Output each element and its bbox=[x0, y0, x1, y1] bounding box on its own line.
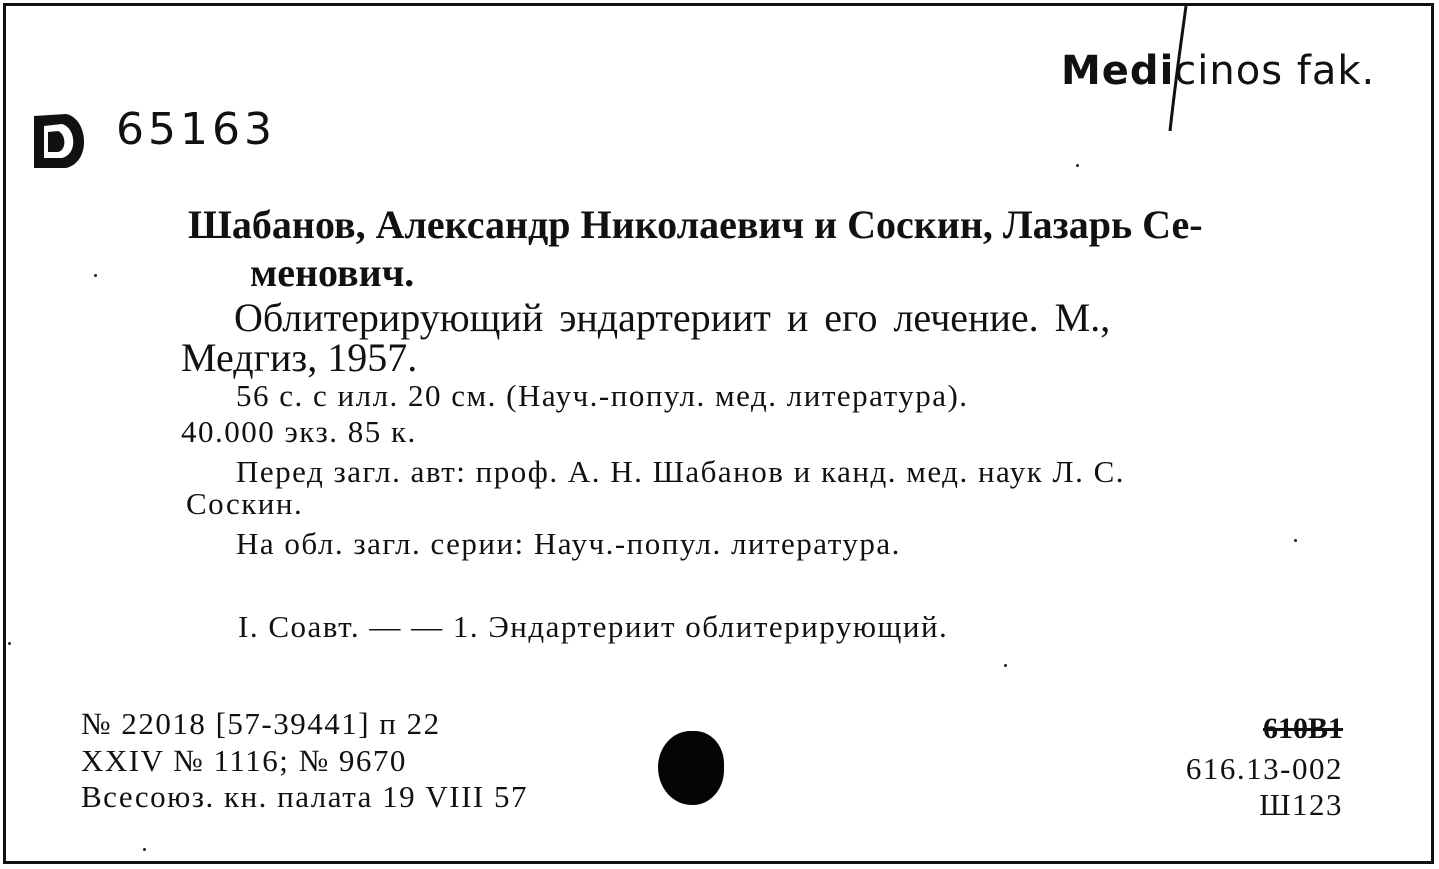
publisher-year: Медгиз, 1957. bbox=[181, 335, 418, 380]
physical-description: 56 с. с илл. 20 см. (Науч.-попул. мед. литература). bbox=[236, 378, 969, 413]
print-run-price: 40.000 экз. 85 к. bbox=[181, 414, 417, 449]
faculty-note-bold: Medi bbox=[1061, 48, 1175, 94]
author-heading: Шабанов, Александр Николаевич и Соскин, Лазарь Се- bbox=[188, 202, 1203, 247]
note-responsibility: Перед загл. авт: проф. А. Н. Шабанов и канд. мед. наук Л. С. bbox=[236, 454, 1125, 489]
speck bbox=[1004, 664, 1007, 667]
speck bbox=[1294, 539, 1297, 542]
speck bbox=[94, 274, 97, 277]
accession-number: 65163 bbox=[116, 104, 276, 155]
registration-chamber-date: Всесоюз. кн. палата 19 VIII 57 bbox=[81, 779, 529, 814]
registration-number: № 22018 [57-39441] п 22 bbox=[81, 706, 441, 741]
library-stamp-icon bbox=[26, 106, 96, 181]
author-mark: Ш123 bbox=[1259, 787, 1343, 822]
speck bbox=[8, 642, 11, 645]
faculty-handwritten-note bbox=[1061, 48, 1375, 94]
speck bbox=[1076, 164, 1079, 167]
registration-codes: XXIV № 1116; № 9670 bbox=[81, 743, 407, 778]
crossed-out-class-number: 610В1 bbox=[1262, 712, 1343, 745]
ink-blot bbox=[658, 731, 724, 805]
udc-class-number: 616.13-002 bbox=[1185, 751, 1343, 786]
title-statement: Облитерирующий эндартериит и его лечение. М., bbox=[234, 295, 1111, 340]
author-heading-continued: менович. bbox=[250, 250, 415, 295]
note-responsibility-continued: Соскин. bbox=[186, 486, 304, 521]
note-series: На обл. загл. серии: Науч.-попул. литература. bbox=[236, 526, 901, 561]
speck bbox=[143, 848, 146, 851]
faculty-note-rest: cinos fak. bbox=[1174, 48, 1376, 94]
catalog-card bbox=[3, 3, 1434, 864]
tracings: I. Соавт. — — 1. Эндартериит облитерирующий. bbox=[238, 609, 949, 644]
